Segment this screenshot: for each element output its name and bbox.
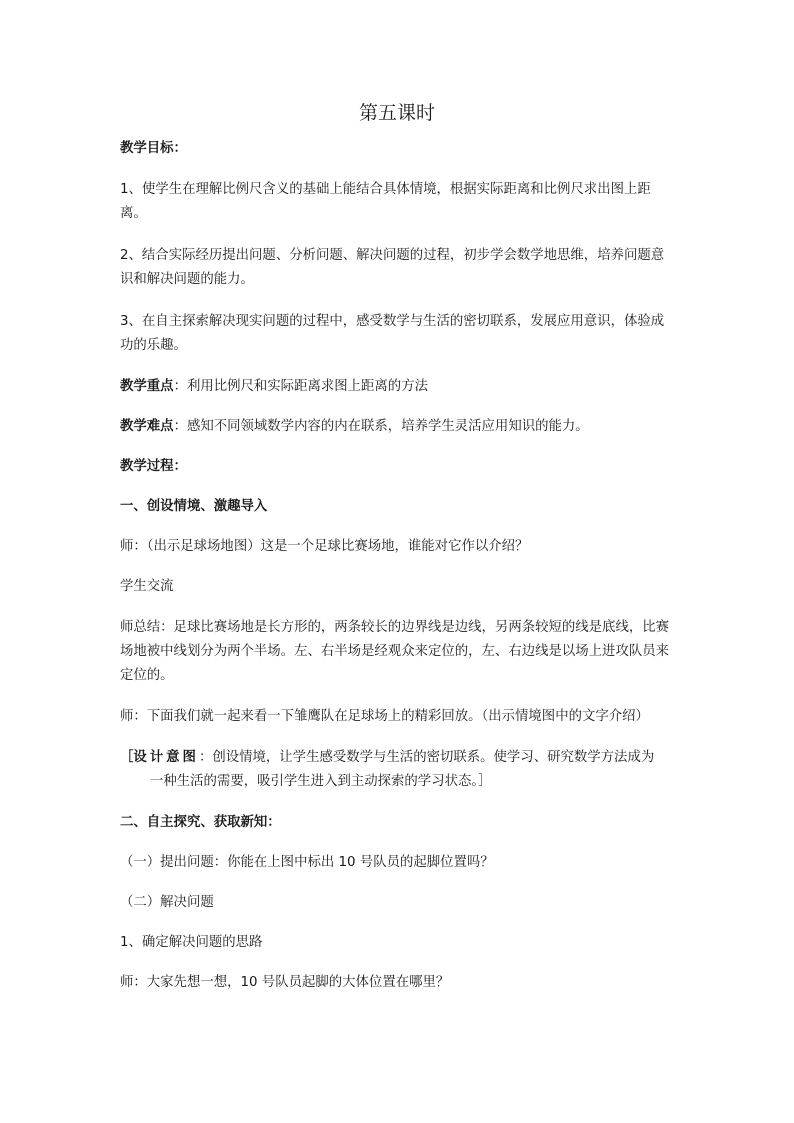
objective-item: 1、使学生在理解比例尺含义的基础上能结合具体情境，根据实际距离和比例尺求出图上距离。 <box>120 182 651 221</box>
key-point <box>120 376 676 398</box>
objective-item: 3、在自主探索解决现实问题的过程中，感受数学与生活的密切联系，发展应用意识，体验成功的乐趣。 <box>120 314 665 353</box>
section1-heading: 一、创设情境、激趣导入 <box>120 499 268 514</box>
sub-item: （二）解决问题 <box>120 895 214 910</box>
design-intent-label: 设计意图 <box>133 750 199 765</box>
design-intent-second-line: 一种生活的需要，吸引学生进入到主动探索的学习状态。］ <box>150 774 492 789</box>
student-exchange: 学生交流 <box>120 579 174 594</box>
process-heading: 教学过程： <box>120 459 187 474</box>
section2-heading: 二、自主探究、获取新知： <box>120 815 281 830</box>
objective-item: 2、结合实际经历提出问题、分析问题、解决问题的过程，初步学会数学地思维，培养问题意识和解决问题的能力。 <box>120 248 665 287</box>
design-intent-bracket: ［ <box>120 750 134 765</box>
step-item: 1、确定解决问题的思路 <box>120 935 263 950</box>
difficulty-point <box>120 416 676 438</box>
design-intent-text: ：创设情境，让学生感受数学与生活的密切联系。使学习、研究数学方法成为 <box>198 750 655 765</box>
design-intent-first-line <box>120 746 676 770</box>
key-point-text: ：利用比例尺和实际距离求图上距离的方法 <box>173 379 428 394</box>
difficulty-text: ：感知不同领域数学内容的内在联系，培养学生灵活应用知识的能力。 <box>173 419 589 434</box>
difficulty-label: 教学难点 <box>120 419 174 434</box>
design-intent <box>120 746 676 794</box>
teacher-line: 师：（出示足球场地图）这是一个足球比赛场地，谁能对它作以介绍？ <box>120 539 529 554</box>
teacher-summary: 师总结：足球比赛场地是长方形的，两条较长的边界线是边线，另两条较短的线是底线，比赛场地被中线划分为两个半场。左、右半场是经观众来定位的，左、右边线是以场上进攻队员来定位的。 <box>120 620 670 683</box>
objectives-heading: 教学目标： <box>120 141 187 156</box>
key-point-label: 教学重点 <box>120 379 174 394</box>
sub-item: （一）提出问题：你能在上图中标出 10 号队员的起脚位置吗？ <box>120 855 494 870</box>
teacher-line: 师：大家先想一想，10 号队员起脚的大体位置在哪里？ <box>120 975 450 990</box>
page-title: 第五课时 <box>358 102 435 124</box>
document-body <box>120 138 676 1012</box>
teacher-line: 师：下面我们就一起来看一下雏鹰队在足球场上的精彩回放。（出示情境图中的文字介绍） <box>120 709 649 724</box>
